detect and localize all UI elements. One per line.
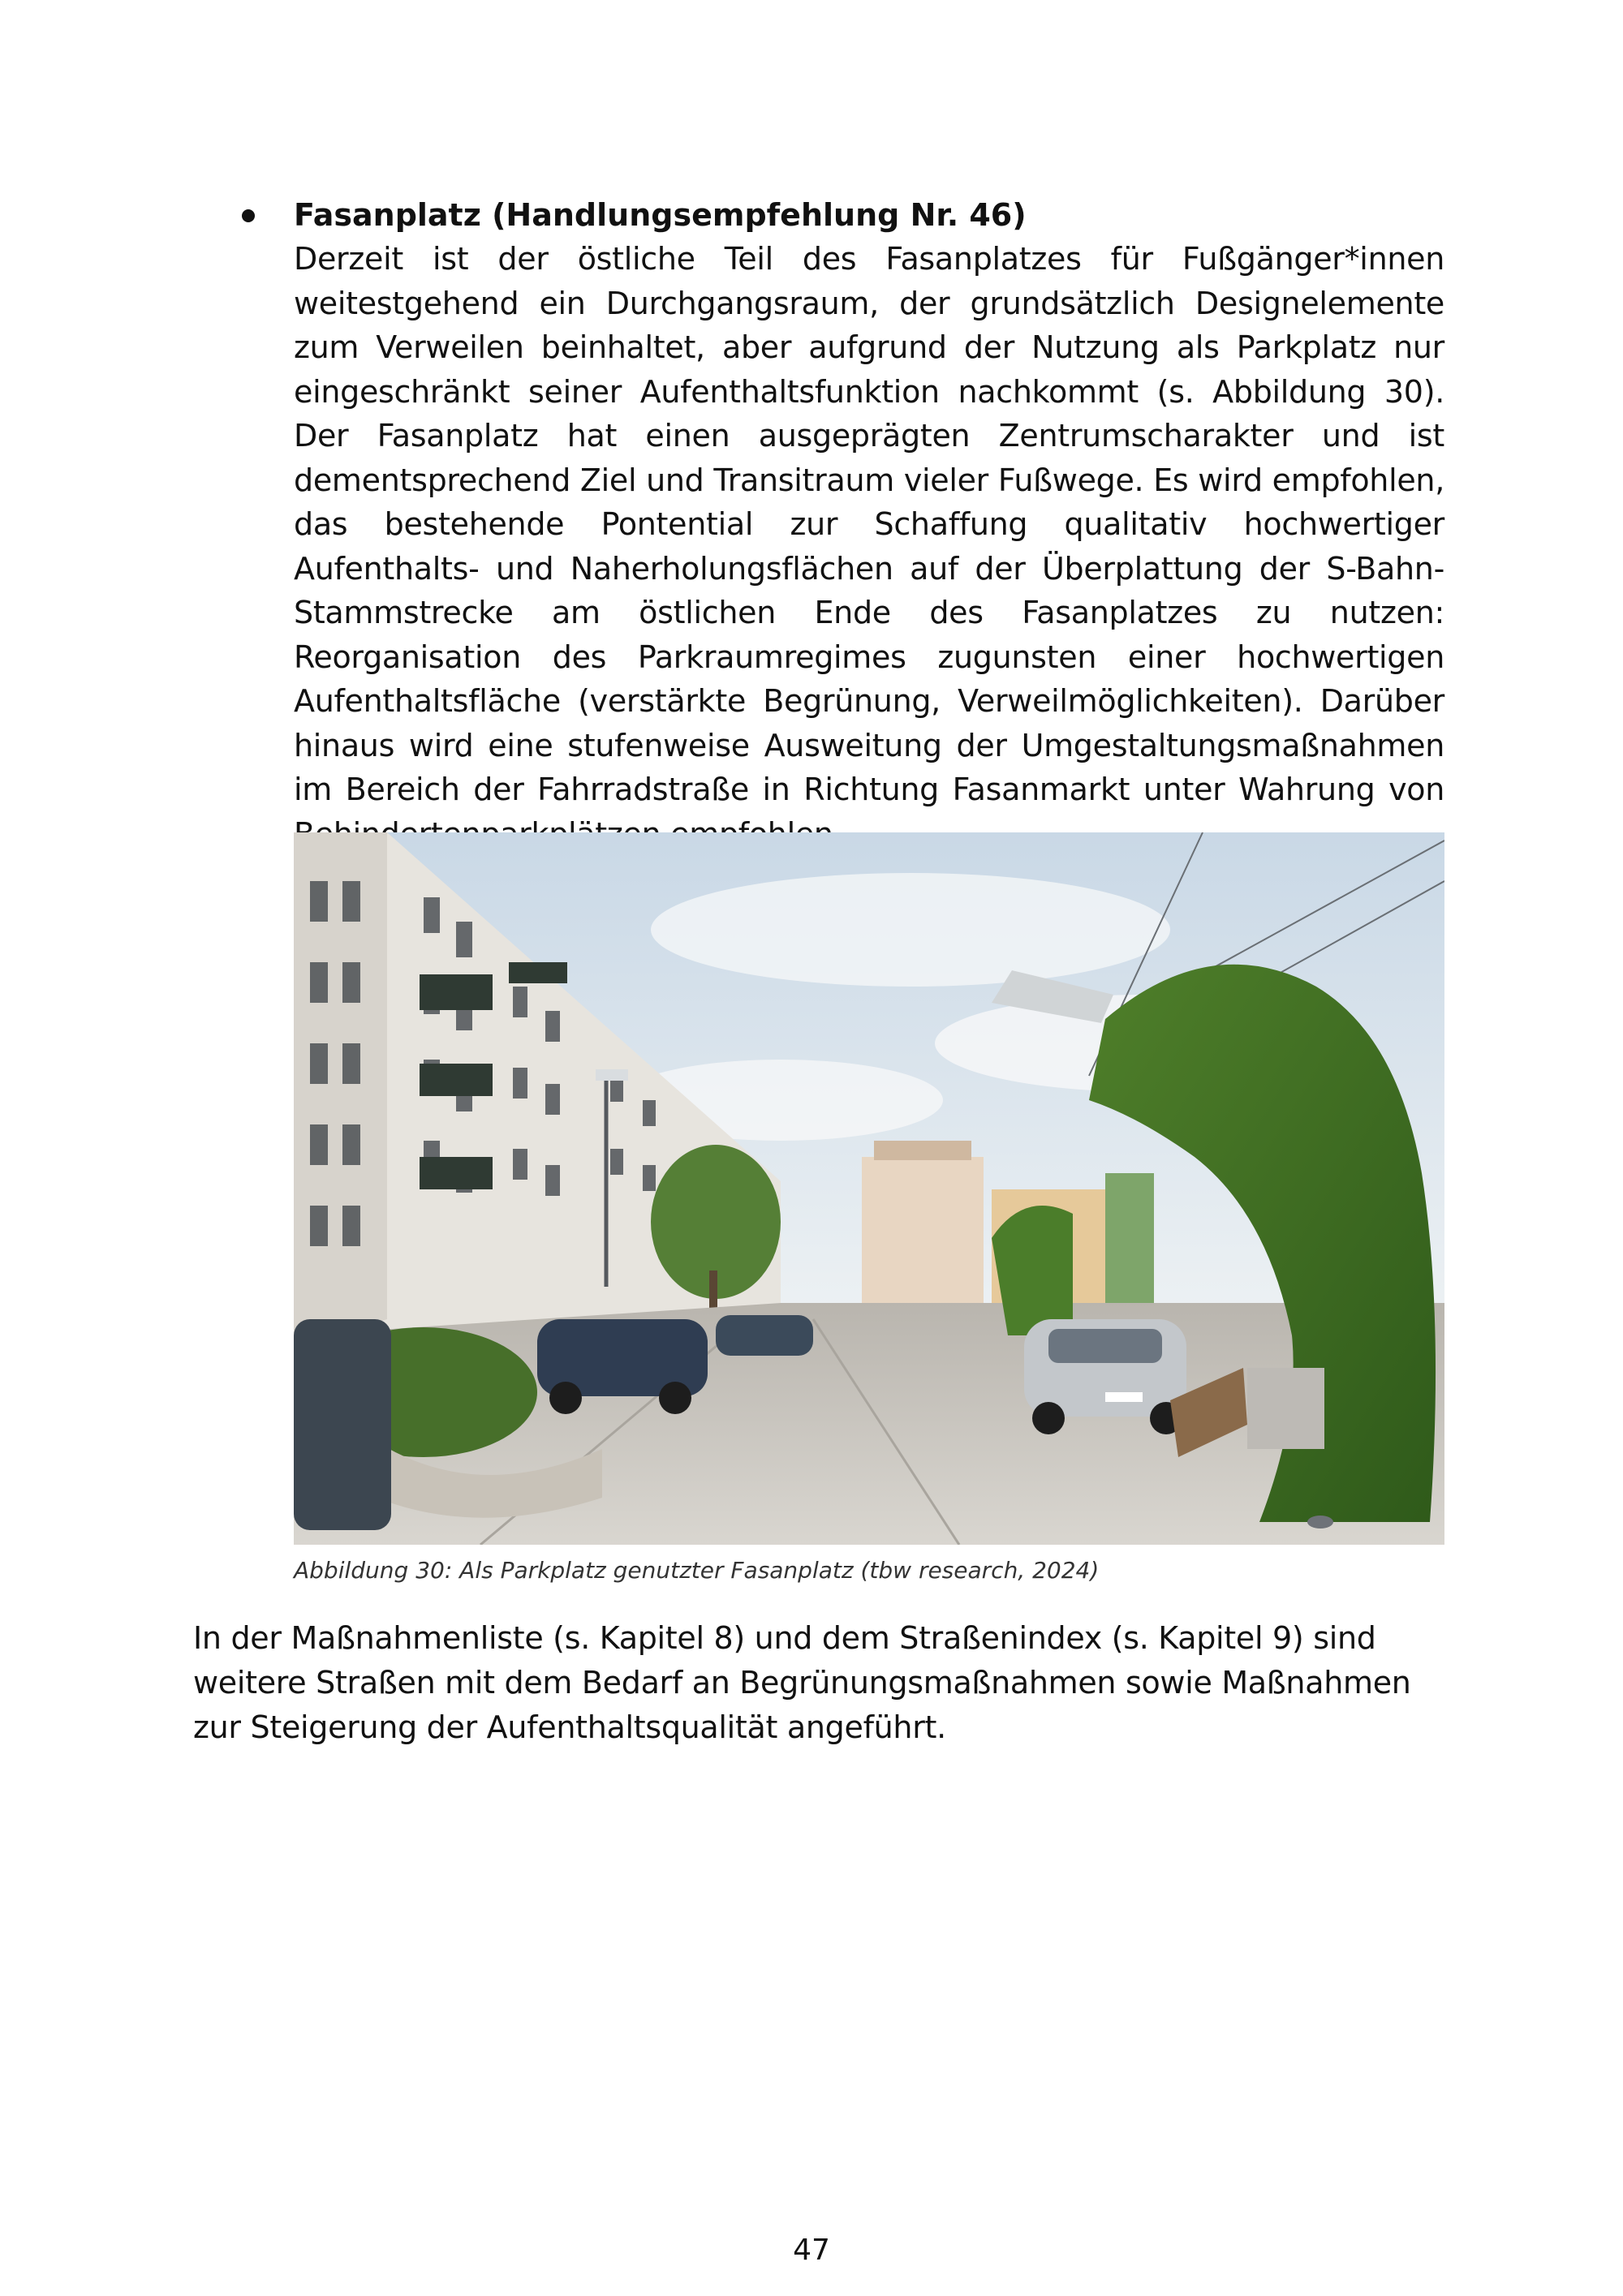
lamp-head [596, 1069, 628, 1081]
car-wheel [549, 1382, 582, 1414]
recommendation-content [294, 193, 1444, 856]
figure-photo [294, 832, 1444, 1545]
cloud [651, 873, 1170, 987]
car-wheel [659, 1382, 691, 1414]
pigeon [1307, 1516, 1333, 1529]
section-title: Fasanplatz (Handlungsempfehlung Nr. 46) [294, 197, 1027, 233]
apartment-facade-front [294, 832, 387, 1352]
recommendation-bullet [242, 193, 1444, 856]
section-body: Derzeit ist der östliche Teil des Fasanplatzes für Fußgänger*innen weitestgehend ein Durchgangsraum, der grundsätzlich Designelemente zum Verweilen beinhaltet, aber aufgrund der Nutzung als Parkplatz nur eingeschränkt seiner Aufenthaltsfunktion nachkommt (s. Abbildung 30). Der Fasanplatz hat einen ausgeprägten Zentrumscharakter und ist dementsprechend Ziel und Transitraum vieler Fußwege. Es wird empfohlen, das bestehende Pontential zur Schaffung qualitativ hochwertiger Aufenthalts- und Naherholungsflächen auf der Überplattung der S-Bahn-Stammstrecke am östlichen Ende des Fasanplatzes zu nutzen: Reorganisation des Parkraumregimes zugunsten einer hochwertigen Aufenthaltsfläche (verstärkte Begrünung, Verweilmöglichkeiten). Darüber hinaus wird eine stufenweise Ausweitung der Umgestaltungsmaßnahmen im Bereich der Fahrradstraße in Richtung Fasanmarkt unter Wahrung von [294, 241, 1444, 807]
concrete-planter-right [1247, 1368, 1324, 1449]
license-plate [1105, 1392, 1143, 1402]
car-wheel [1032, 1402, 1065, 1434]
page-number: 47 [793, 2234, 830, 2267]
car-windshield [1048, 1329, 1162, 1363]
street-photo-illustration [294, 832, 1444, 1545]
parked-car-distant [716, 1315, 813, 1356]
distant-building [862, 1157, 984, 1303]
distant-building-roof [874, 1141, 971, 1160]
closing-paragraph: In der Maßnahmenliste (s. Kapitel 8) und dem Straßenindex (s. Kapitel 9) sind weitere Straßen mit dem Bedarf an Begrünungsmaßnahmen sowie Maßnahmen zur Steigerung der Aufenthaltsqualität angeführt. [193, 1620, 1411, 1745]
bullet-icon [242, 209, 255, 222]
parked-car-foreground [294, 1319, 391, 1530]
figure-caption: Abbildung 30: Als Parkplatz genutzter Fasanplatz (tbw research, 2024) [294, 1557, 1100, 1584]
scaffold-green [1105, 1173, 1154, 1303]
